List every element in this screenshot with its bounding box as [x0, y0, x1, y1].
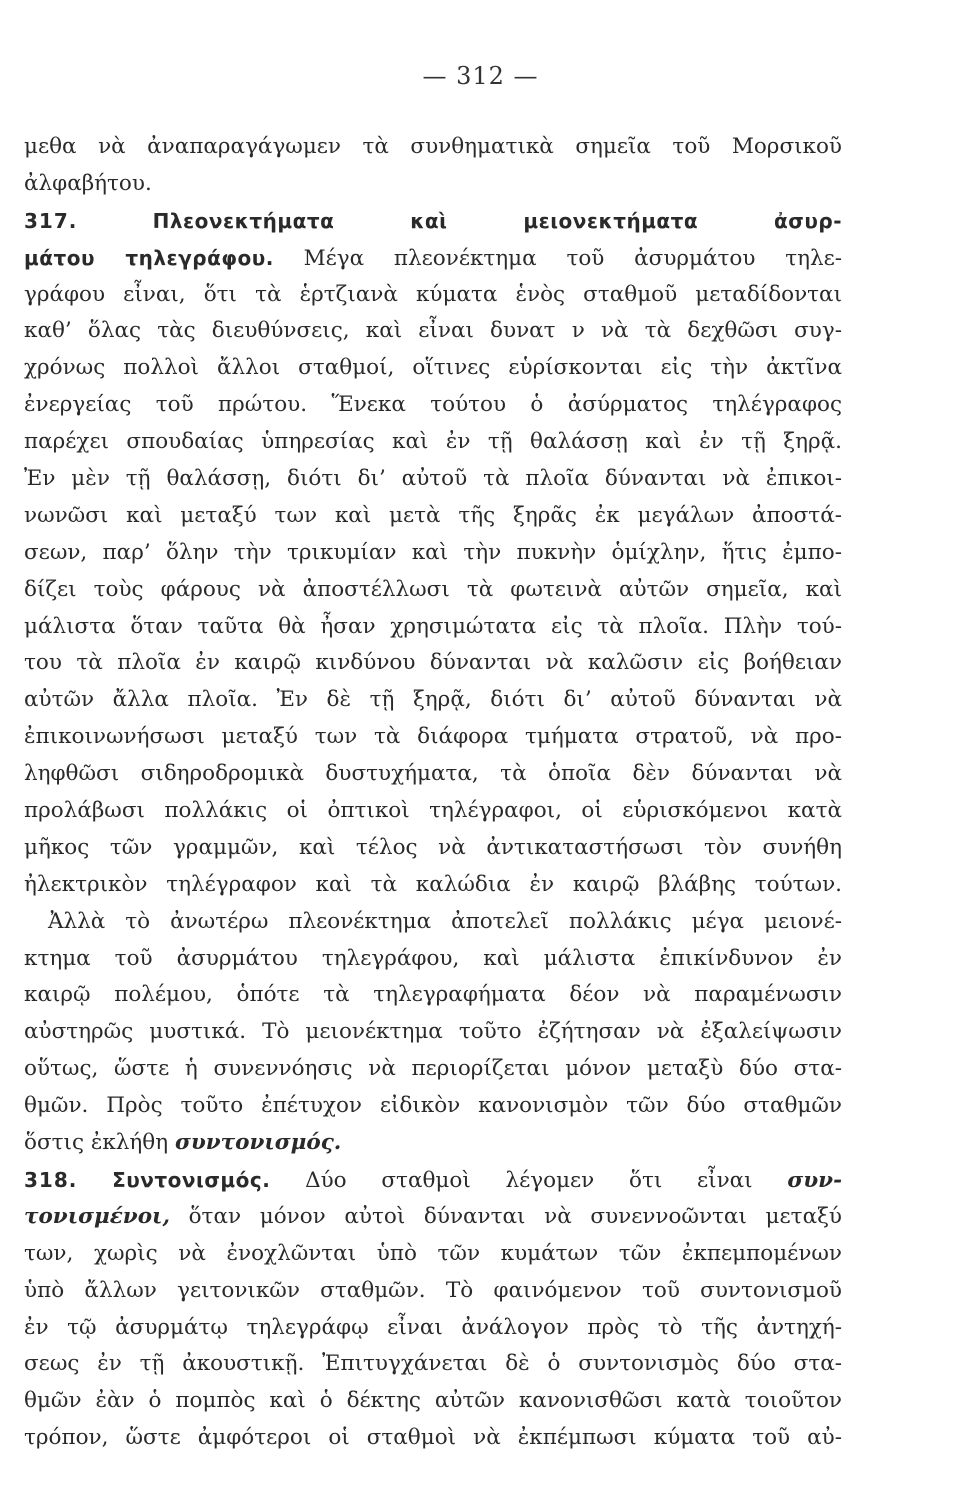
text-line: [24, 350, 842, 387]
text-line: [24, 1051, 842, 1088]
section-heading-line: [24, 203, 842, 240]
line-text: αὐτῶν ἄλλα πλοῖα. Ἐν δὲ τῇ ξηρᾷ, διότι δι’ αὐτοῦ δύνανται νὰ: [24, 687, 842, 713]
text-line: [24, 1199, 842, 1236]
line-text: προλάβωσι πολλάκις οἱ ὀπτικοὶ τηλέγραφοι, οἱ εὑρισκόμενοι κατὰ: [24, 798, 842, 824]
text-line: [24, 129, 842, 166]
line-text: ἐπικοινωνήσωσι μεταξύ των τὰ διάφορα τμήματα στρατοῦ, νὰ προ-: [24, 724, 842, 750]
text-line: [24, 1383, 842, 1420]
line-text: θμῶν. Πρὸς τοῦτο ἐπέτυχον εἰδικὸν κανονισμὸν τῶν δύο σταθμῶν: [24, 1093, 842, 1119]
line-text: Δύο σταθμοὶ λέγομεν ὅτι εἶναι: [270, 1167, 788, 1193]
line-text: μῆκος τῶν γραμμῶν, καὶ τέλος νὰ ἀντικαταστήσωσι τὸν συνήθη: [24, 834, 842, 860]
line-text: τρόπον, ὥστε ἀμφότεροι οἱ σταθμοὶ νὰ ἐκπέμπωσι κύματα τοῦ αὐ-: [24, 1425, 842, 1451]
text-line: [24, 461, 842, 498]
line-text: ἐν τῷ ἀσυρμάτῳ τηλεγράφῳ εἶναι ἀνάλογον πρὸς τὸ τῆς ἀντηχή-: [24, 1314, 842, 1340]
line-text: του τὰ πλοῖα ἐν καιρῷ κινδύνου δύνανται νὰ καλῶσιν εἰς βοήθειαν: [24, 650, 842, 676]
text-line: [24, 1014, 842, 1051]
line-text: Ἀλλὰ τὸ ἀνωτέρω πλεονέκτημα ἀποτελεῖ πολλάκις μέγα μειονέ-: [48, 908, 842, 934]
line-text: ὑπὸ ἄλλων γειτονικῶν σταθμῶν. Τὸ φαινόμενον τοῦ συντονισμοῦ: [24, 1277, 842, 1303]
text-line: [24, 867, 842, 904]
line-text: δίζει τοὺς φάρους νὰ ἀποστέλλωσι τὰ φωτεινὰ αὐτῶν σημεῖα, καὶ: [24, 576, 842, 602]
line-text: θμῶν ἐὰν ὁ πομπὸς καὶ ὁ δέκτης αὐτῶν κανονισθῶσι κατὰ τοιοῦτον: [24, 1388, 842, 1414]
line-text: κτημα τοῦ ἀσυρμάτου τηλεγράφου, καὶ μάλιστα ἐπικίνδυνον ἐν: [24, 945, 842, 971]
text-line: [24, 682, 842, 719]
text-line: [24, 572, 842, 609]
text-line: [24, 941, 842, 978]
line-text: των, χωρὶς νὰ ἐνοχλῶνται ὑπὸ τῶν κυμάτων τῶν ἐκπεμπομένων: [24, 1240, 842, 1266]
section-number: 318.: [24, 1167, 78, 1192]
line-text: ἐνεργείας τοῦ πρώτου. Ἕνεκα τούτου ὁ ἀσύρματος τηλέγραφος: [24, 392, 842, 418]
text-line: [24, 1236, 842, 1273]
line-text: Μέγα πλεονέκτημα τοῦ ἀσυρμάτου τηλε-: [273, 245, 842, 271]
section-title: Πλεονεκτήματα καὶ μειονεκτήματα ἀσυρ-: [152, 208, 842, 233]
text-line: [24, 313, 842, 350]
line-text: αὐστηρῶς μυστικά. Τὸ μειονέκτημα τοῦτο ἐζήτησαν νὰ ἐξαλείψωσιν: [24, 1019, 842, 1045]
text-line: [24, 424, 842, 461]
text-line: [24, 498, 842, 535]
section-title: Συντονισμός.: [112, 1167, 271, 1192]
line-text: ὅταν μόνον αὐτοὶ δύνανται νὰ συνεννοῶνται μεταξύ: [169, 1203, 842, 1229]
emphasized-term: συντονισμός.: [174, 1130, 342, 1156]
line-text: παρέχει σπουδαίας ὑπηρεσίας καὶ ἐν τῇ θαλάσσῃ καὶ ἐν τῇ ξηρᾷ.: [24, 429, 842, 455]
line-text: καιρῷ πολέμου, ὁπότε τὰ τηλεγραφήματα δέον νὰ παραμένωσιν: [24, 982, 842, 1008]
section-title: μάτου τηλεγράφου.: [24, 245, 274, 270]
line-text: ληφθῶσι σιδηροδρομικὰ δυστυχήματα, τὰ ὁποῖα δὲν δύνανται νὰ: [24, 761, 842, 787]
line-text: ὅστις ἐκλήθη: [24, 1130, 175, 1156]
text-line: [24, 1310, 842, 1347]
line-text: Ἐν μὲν τῇ θαλάσσῃ, διότι δι’ αὐτοῦ τὰ πλοῖα δύνανται νὰ ἐπικοι-: [24, 466, 842, 492]
text-line: [24, 645, 842, 682]
text-line: [24, 830, 842, 867]
line-text: μάλιστα ὅταν ταῦτα θὰ ἦσαν χρησιμώτατα εἰς τὰ πλοῖα. Πλὴν τού-: [24, 613, 842, 639]
section-number: 317.: [24, 208, 78, 233]
section-heading-line: [24, 1162, 842, 1199]
text-line: [24, 977, 842, 1014]
line-text: γράφου εἶναι, ὅτι τὰ ἑρτζιανὰ κύματα ἑνὸς σταθμοῦ μεταδίδονται: [24, 281, 842, 307]
text-line: [24, 1346, 842, 1383]
text-line: [24, 793, 842, 830]
line-text: μεθα νὰ ἀναπαραγάγωμεν τὰ συνθηματικὰ σημεῖα τοῦ Μορσικοῦ: [24, 134, 842, 159]
page-number: — 312 —: [422, 62, 539, 90]
line-text: σεως ἐν τῇ ἀκουστικῇ. Ἐπιτυγχάνεται δὲ ὁ συντονισμὸς δύο στα-: [24, 1351, 842, 1377]
emphasized-term: τονισμένοι,: [24, 1203, 170, 1229]
line-text: καθ’ ὅλας τὰς διευθύνσεις, καὶ εἶναι δυνατ ν νὰ τὰ δεχθῶσι συγ-: [24, 318, 842, 344]
text-line: [24, 756, 842, 793]
body-text: [24, 129, 842, 1457]
text-line: [24, 609, 842, 646]
text-line: [24, 166, 842, 203]
line-text: ἀλφαβήτου.: [24, 170, 152, 196]
text-line: [24, 1125, 842, 1162]
line-text: ἠλεκτρικὸν τηλέγραφον καὶ τὰ καλώδια ἐν καιρῷ βλάβης τούτων.: [24, 871, 842, 897]
emphasized-term: συν-: [787, 1167, 842, 1193]
text-line: [24, 387, 842, 424]
text-line: [24, 1088, 842, 1125]
text-line: [24, 535, 842, 572]
text-line: [24, 277, 842, 314]
text-line: [24, 1420, 842, 1457]
line-text: χρόνως πολλοὶ ἄλλοι σταθμοί, οἵτινες εὑρίσκονται εἰς τὴν ἀκτῖνα: [24, 355, 842, 381]
line-text: νωνῶσι καὶ μεταξύ των καὶ μετὰ τῆς ξηρᾶς ἐκ μεγάλων ἀποστά-: [24, 502, 842, 528]
line-text: σεων, παρ’ ὅλην τὴν τρικυμίαν καὶ τὴν πυκνὴν ὁμίχλην, ἥτις ἐμπο-: [24, 539, 842, 565]
text-line: [24, 719, 842, 756]
line-text: οὕτως, ὥστε ἡ συνεννόησις νὰ περιορίζεται μόνον μεταξὺ δύο στα-: [24, 1056, 842, 1082]
text-line: [24, 1273, 842, 1310]
section-heading-line: [24, 240, 842, 277]
paragraph-start-line: [24, 904, 842, 941]
